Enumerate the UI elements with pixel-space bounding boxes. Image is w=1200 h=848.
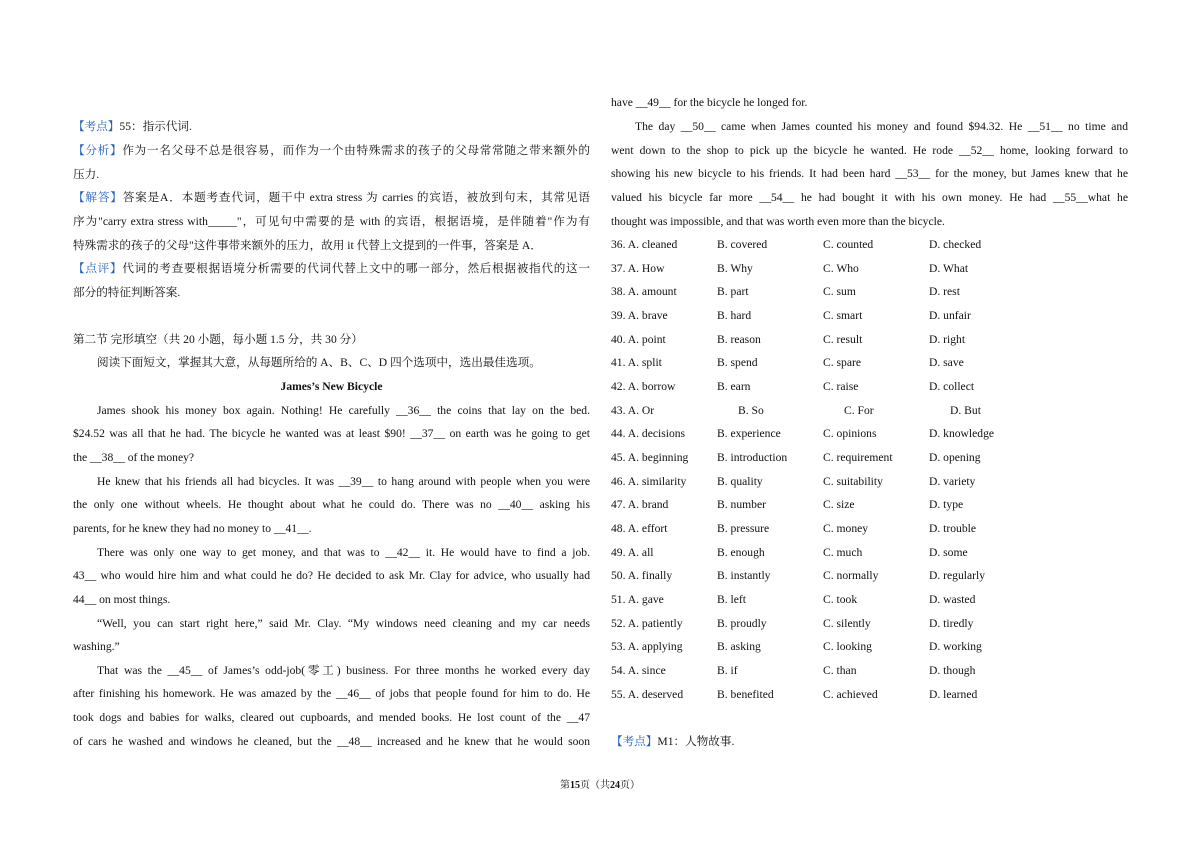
option-b: B. enough <box>717 545 765 559</box>
option-b: B. covered <box>717 238 768 251</box>
passage-line: thought was impossible, and that was worth even more than the bicycle. <box>611 215 945 228</box>
kaodian-line <box>73 119 590 135</box>
option-c: C. suitability <box>823 474 883 488</box>
instruction: 阅读下面短文，掌握其大意，从每题所给的 A、B、C、D 四个选项中，选出最佳选项。 <box>97 356 541 369</box>
option-c: C. counted <box>823 238 874 251</box>
passage-line: He knew that his friends all had bicycles. It was __39__ to hang around with people when you were <box>97 475 590 488</box>
option-b: B. reason <box>717 332 761 346</box>
option-a: 48. A. effort <box>611 521 668 535</box>
option-c: C. much <box>823 545 863 559</box>
option-b: B. part <box>717 285 749 299</box>
passage-line: valued his bicycle far more __54__ he had bought it with his own money. He had __55__what he <box>611 191 1128 204</box>
option-c: C. raise <box>823 380 859 393</box>
kaodian-tag-2: 【考点】 <box>611 735 658 748</box>
option-a: 50. A. finally <box>611 569 673 583</box>
fenxi-tag: 【分析】 <box>73 144 123 157</box>
footer-pre: 第 <box>560 780 570 791</box>
option-d: D. wasted <box>929 592 976 606</box>
option-a: 45. A. beginning <box>611 450 689 464</box>
option-d: D. unfair <box>929 309 971 322</box>
option-c: C. opinions <box>823 427 877 441</box>
section-title: 第二节 完形填空（共 20 小题，每小题 1.5 分，共 30 分） <box>73 333 363 346</box>
passage-line: parents, for he knew they had no money to __41__. <box>73 522 312 535</box>
page-footer <box>0 776 1200 791</box>
kaodian-tag: 【考点】 <box>73 120 120 133</box>
dianping-line <box>73 261 590 277</box>
passage-line: “Well, you can start right here,” said Mr. Clay. “My windows need cleaning and my car needs <box>97 617 590 630</box>
option-d: D. opening <box>929 450 981 464</box>
passage-line: washing.” <box>73 640 120 653</box>
option-b: B. introduction <box>717 450 788 464</box>
passage-line: 43__ who would hire him and what could he do? He decided to ask Mr. Clay for advice, who usually had <box>73 569 590 582</box>
footer-page-total: 24 <box>610 780 620 791</box>
jieda-text-3: 特殊需求的孩子的父母"这件事带来额外的压力，故用 it 代替上文提到的一件事，答案是 A． <box>73 239 542 252</box>
option-c: C. achieved <box>823 687 878 701</box>
option-b: B. if <box>717 663 738 677</box>
footer-post: 页） <box>620 780 640 791</box>
passage-line: after finishing his homework. He was amazed by the __46__ of jobs that people found for him to do. He <box>73 687 590 700</box>
passage-line: 44__ on most things. <box>73 593 171 606</box>
kaodian-text: 55：指示代词. <box>119 120 192 133</box>
jieda-text-2: 序为"carry extra stress with_____"，可见句中需要的是 with 的宾语，根据语境，是伴随着"作为有 <box>73 215 590 228</box>
option-d: D. rest <box>929 285 960 299</box>
option-d: D. tiredly <box>929 616 974 630</box>
option-d: D. What <box>929 261 969 275</box>
jieda-tag: 【解答】 <box>73 191 123 204</box>
dianping-text-2: 部分的特征判断答案. <box>73 286 181 299</box>
passage-line: have __49__ for the bicycle he longed for. <box>611 96 808 109</box>
option-b: B. number <box>717 498 766 512</box>
option-b: B. spend <box>717 356 758 370</box>
option-a: 40. A. point <box>611 332 666 346</box>
option-c: C. looking <box>823 640 872 654</box>
kaodian-line-2 <box>611 734 1128 750</box>
passage-line: showing his new bicycle to his friends. It had been hard __53__ for the money, but James knew that he <box>611 167 1128 180</box>
option-b: B. left <box>717 592 746 606</box>
option-d: D. though <box>929 663 976 677</box>
option-d: D. learned <box>929 687 978 701</box>
option-c: C. took <box>823 592 858 606</box>
passage-line: $24.52 was all that he had. The bicycle he wanted was at least $90! __37__ on earth was he going to get <box>73 427 590 440</box>
passage-line: That was the __45__ of James’s odd-job(零工) business. For three months he worked every day <box>97 664 590 677</box>
option-c: C. sum <box>823 285 856 299</box>
option-c: C. smart <box>823 309 863 322</box>
option-b: B. asking <box>717 640 761 654</box>
kaodian-text-2: M1：人物故事. <box>657 735 735 748</box>
story-title: James’s New Bicycle <box>280 380 383 393</box>
option-a: 54. A. since <box>611 663 666 677</box>
dianping-tag: 【点评】 <box>73 262 123 275</box>
option-d: D. type <box>929 498 964 512</box>
jieda-text-1: 答案是A．本题考查代词，题干中 extra stress 为 carries 的宾语，被放到句末，其常见语 <box>122 191 590 204</box>
option-a: 44. A. decisions <box>611 427 686 441</box>
option-c: C. size <box>823 498 855 512</box>
option-a: 37. A. How <box>611 261 665 275</box>
option-c: C. than <box>823 663 857 677</box>
option-a: 53. A. applying <box>611 640 683 654</box>
fenxi-line <box>73 143 590 159</box>
option-d: D. knowledge <box>929 427 995 441</box>
dianping-text-1: 代词的考查要根据语境分析需要的代词代替上文中的哪一部分，然后根据被指代的这一 <box>122 262 590 275</box>
option-a: 49. A. all <box>611 545 654 559</box>
option-c: C. silently <box>823 616 871 630</box>
jieda-line <box>73 190 590 206</box>
passage-line: the __38__ of the money? <box>73 451 195 464</box>
option-a: 55. A. deserved <box>611 687 684 701</box>
option-d: D. collect <box>929 380 975 393</box>
option-c: C. money <box>823 521 869 535</box>
passage-line: the only one without wheels. He thought about what he could do. There was no __40__ asking his <box>73 498 590 511</box>
option-d: D. working <box>929 640 982 654</box>
option-d: D. regularly <box>929 569 986 583</box>
passage-line: There was only one way to get money, and that was to __42__ it. He would have to find a job. <box>97 546 590 559</box>
fenxi-text-1: 作为一名父母不总是很容易，而作为一个由特殊需求的孩子的父母常常随之带来额外的 <box>122 144 590 157</box>
fenxi-text-2: 压力. <box>73 168 100 181</box>
footer-mid: 页（共 <box>580 780 610 791</box>
option-b: B. experience <box>717 427 781 441</box>
option-b: B. earn <box>717 380 751 393</box>
option-a: 47. A. brand <box>611 498 669 512</box>
option-c: C. result <box>823 332 863 346</box>
option-b: B. proudly <box>717 616 767 630</box>
passage-line: of cars he washed and windows he cleaned, but the __48__ increased and he knew that he would soon <box>73 735 590 748</box>
option-b: B. hard <box>717 309 752 322</box>
footer-page-number: 15 <box>570 780 580 791</box>
option-c: C. For <box>844 403 874 417</box>
option-d: D. trouble <box>929 521 977 535</box>
option-a: 39. A. brave <box>611 309 668 322</box>
option-d: D. right <box>929 332 966 346</box>
option-a: 46. A. similarity <box>611 474 687 488</box>
option-c: C. normally <box>823 569 879 583</box>
option-c: C. spare <box>823 356 861 370</box>
passage-line: The day __50__ came when James counted his money and found $94.32. He __51__ no time and <box>635 120 1128 133</box>
option-d: D. some <box>929 545 968 559</box>
option-a: 52. A. patiently <box>611 616 683 630</box>
option-b: B. quality <box>717 474 763 488</box>
option-b: B. instantly <box>717 569 771 583</box>
option-a: 38. A. amount <box>611 285 677 299</box>
passage-line: James shook his money box again. Nothing! He carefully __36__ the coins that lay on the bed. <box>97 404 590 417</box>
option-d: D. save <box>929 356 964 370</box>
option-b: B. Why <box>717 261 753 275</box>
option-d: D. But <box>950 403 981 417</box>
option-a: 42. A. borrow <box>611 380 676 393</box>
passage-line: went down to the shop to pick up the bicycle he wanted. He rode __52__ home, looking forward to <box>611 144 1128 157</box>
option-a: 51. A. gave <box>611 592 664 606</box>
option-a: 36. A. cleaned <box>611 238 678 251</box>
option-a: 41. A. split <box>611 356 662 370</box>
passage-line: took dogs and babies for walks, cleared out cupboards, and mended books. He lost count of the __47 <box>73 711 590 724</box>
option-b: B. pressure <box>717 521 770 535</box>
option-c: C. requirement <box>823 450 893 464</box>
option-d: D. variety <box>929 474 976 488</box>
option-a: 43. A. Or <box>611 403 655 417</box>
option-b: B. So <box>738 403 764 417</box>
option-d: D. checked <box>929 238 982 251</box>
option-c: C. Who <box>823 261 859 275</box>
option-b: B. benefited <box>717 687 774 701</box>
